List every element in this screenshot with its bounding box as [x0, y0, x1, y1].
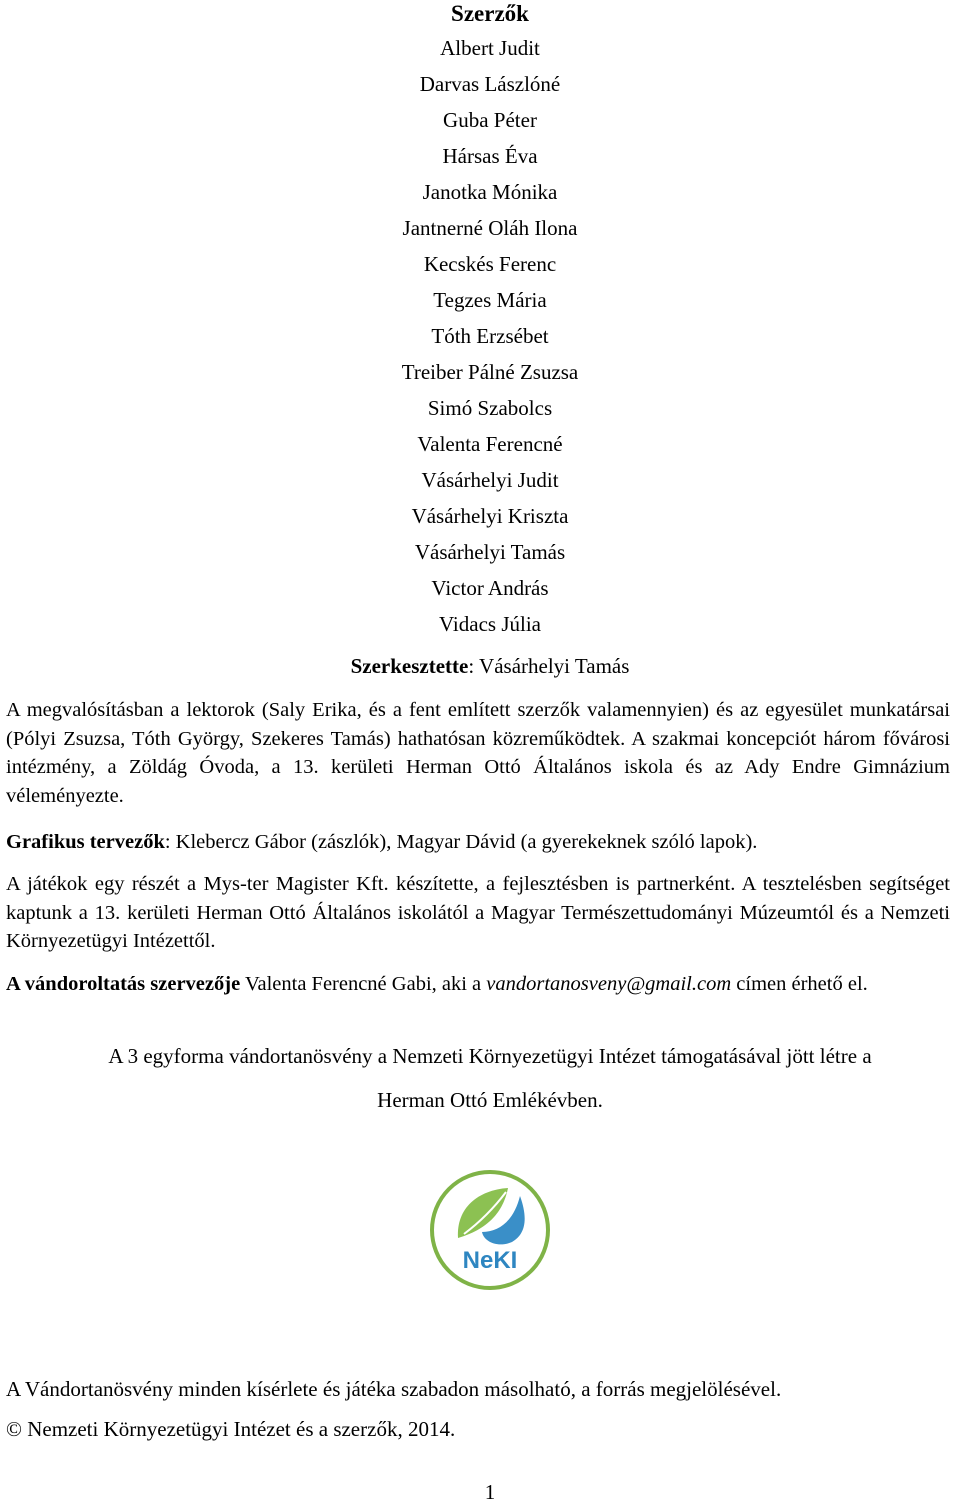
license-line: A Vándortanösvény minden kísérlete és játéka szabadon másolható, a forrás megjelölésével. — [6, 1377, 782, 1401]
author-item: Treiber Pálné Zsuzsa — [401, 360, 579, 384]
author-item: Guba Péter — [443, 108, 537, 132]
page-number: 1 — [484, 1480, 496, 1504]
author-item: Victor András — [431, 576, 549, 600]
editor-line — [0, 652, 960, 680]
author-item: Tóth Erzsébet — [431, 324, 549, 348]
graphic-designers-paragraph — [6, 828, 950, 857]
authors-list — [0, 34, 960, 646]
author-item: Tegzes Mária — [433, 288, 547, 312]
neki-logo-graphic — [428, 1168, 552, 1292]
logo-text: NeKI — [462, 1247, 518, 1274]
author-item: Simó Szabolcs — [427, 396, 553, 420]
organizer-paragraph — [6, 970, 950, 999]
copyright-line: © Nemzeti Környezetügyi Intézet és a szerzők, 2014. — [6, 1417, 456, 1441]
graphic-designers-label: Grafikus tervezők — [6, 831, 165, 853]
author-item: Vidacs Júlia — [439, 612, 541, 636]
organizer-text-end: címen érhető el. — [731, 973, 868, 995]
author-item: Vásárhelyi Tamás — [414, 540, 566, 564]
author-item: Vásárhelyi Judit — [421, 468, 559, 492]
acknowledgement-paragraph: A megvalósításban a lektorok (Saly Erika, és a fent említett szerzők valamennyien) és az egyesület munkatársai (Pólyi Zsuzsa, Tóth György, Szekeres Tamás) hathatósan közreműködtek. A szakmai koncepciót három fővárosi intézmény, a Zöldág Óvoda, a 13. kerületi Herman Ottó Általános iskola és az Ady Endre Gimnázium véleményezte. — [6, 699, 950, 807]
editor-name: : Vásárhelyi Tamás — [468, 654, 630, 678]
neki-logo — [428, 1168, 552, 1292]
author-item: Darvas Lászlóné — [419, 72, 561, 96]
authors-heading: Szerzők — [451, 1, 529, 26]
graphic-designers-text: : Klebercz Gábor (zászlók), Magyar Dávid (a gyerekeknek szóló lapok). — [164, 831, 758, 853]
author-item: Jantnerné Oláh Ilona — [402, 216, 578, 240]
organizer-text: Valenta Ferencné Gabi, aki a — [240, 973, 487, 995]
organizer-email: vandortanosveny@gmail.com — [486, 973, 732, 995]
author-item: Vásárhelyi Kriszta — [411, 504, 569, 528]
organizer-label: A vándoroltatás szervezője — [6, 973, 241, 995]
author-item: Janotka Mónika — [422, 180, 558, 204]
author-item: Hársas Éva — [442, 144, 538, 168]
author-item: Albert Judit — [440, 36, 540, 60]
support-line-2: Herman Ottó Emlékévben. — [377, 1088, 603, 1112]
editor-label: Szerkesztette — [350, 654, 469, 678]
author-item: Kecskés Ferenc — [423, 252, 557, 276]
games-paragraph: A játékok egy részét a Mys-ter Magister Kft. készítette, a fejlesztésben is partnerként. A tesztelésben segítséget kaptunk a 13. kerületi Herman Ottó Általános iskolától a Magyar Természettudományi Múzeumtól és a Nemzeti Környezetügyi Intézettől. — [6, 873, 950, 952]
support-line-1: A 3 egyforma vándortanösvény a Nemzeti Környezetügyi Intézet támogatásával jött létre a — [108, 1044, 872, 1068]
author-item: Valenta Ferencné — [417, 432, 563, 456]
